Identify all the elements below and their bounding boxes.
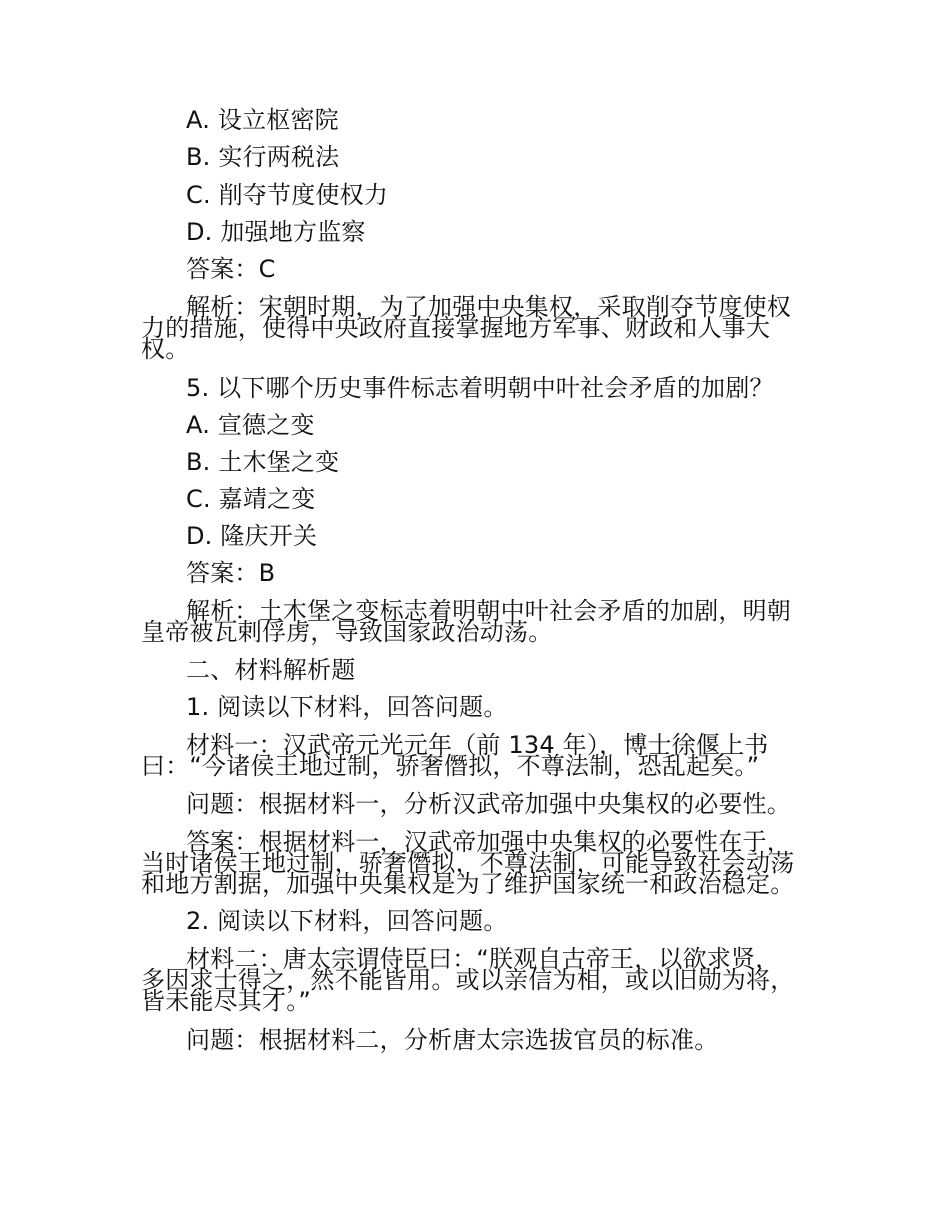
q5-analysis-line-2: 皇帝被瓦剌俘虏，导致国家政治动荡。 xyxy=(141,618,553,646)
item1-intro: 1. 阅读以下材料，回答问题。 xyxy=(186,693,508,721)
item1-material-line-1: 材料一：汉武帝元光元年（前 134 年），博士徐偃上书 xyxy=(186,731,769,759)
q4-option-c: C. 削夺节度使权力 xyxy=(186,181,389,209)
q5-question: 5. 以下哪个历史事件标志着明朝中叶社会矛盾的加剧？ xyxy=(186,374,774,402)
q5-answer: 答案：B xyxy=(186,559,276,587)
q5-option-b: B. 土木堡之变 xyxy=(186,448,340,476)
q5-option-d: D. 隆庆开关 xyxy=(186,522,318,550)
item1-answer-line-2: 当时诸侯王地过制，骄奢僭拟，不尊法制，可能导致社会动荡 xyxy=(141,849,795,877)
section-heading: 二、材料解析题 xyxy=(186,656,356,684)
q4-analysis-line-3: 权。 xyxy=(141,335,190,363)
q5-option-c: C. 嘉靖之变 xyxy=(186,485,316,513)
q4-analysis-line-2: 力的措施，使得中央政府直接掌握地方军事、财政和人事大 xyxy=(141,314,771,342)
item2-material-line-1: 材料二：唐太宗谓侍臣曰：“朕观自古帝王，以欲求贤， xyxy=(186,945,780,973)
item2-question: 问题：根据材料二，分析唐太宗选拔官员的标准。 xyxy=(186,1026,719,1054)
item2-intro: 2. 阅读以下材料，回答问题。 xyxy=(186,907,508,935)
q4-analysis-line-1: 解析：宋朝时期，为了加强中央集权，采取削夺节度使权 xyxy=(186,293,791,321)
q4-option-a: A. 设立枢密院 xyxy=(186,106,339,134)
q5-option-a: A. 宣德之变 xyxy=(186,411,315,439)
q4-option-b: B. 实行两税法 xyxy=(186,143,340,171)
item1-answer-line-1: 答案：根据材料一，汉武帝加强中央集权的必要性在于， xyxy=(186,828,791,856)
q5-analysis-line-1: 解析：土木堡之变标志着明朝中叶社会矛盾的加剧，明朝 xyxy=(186,597,791,625)
item1-question: 问题：根据材料一，分析汉武帝加强中央集权的必要性。 xyxy=(186,790,791,818)
item1-material-line-2: 曰：“今诸侯王地过制，骄奢僭拟，不尊法制，恐乱起矣。” xyxy=(141,752,760,780)
item2-material-line-2: 多因求士得之，然不能皆用。或以亲信为相，或以旧勋为将， xyxy=(141,966,795,994)
q4-option-d: D. 加强地方监察 xyxy=(186,218,366,246)
item1-answer-line-3: 和地方割据，加强中央集权是为了维护国家统一和政治稳定。 xyxy=(141,870,795,898)
q4-answer: 答案：C xyxy=(186,255,276,283)
item2-material-line-3: 皆未能尽其才。” xyxy=(141,987,312,1015)
